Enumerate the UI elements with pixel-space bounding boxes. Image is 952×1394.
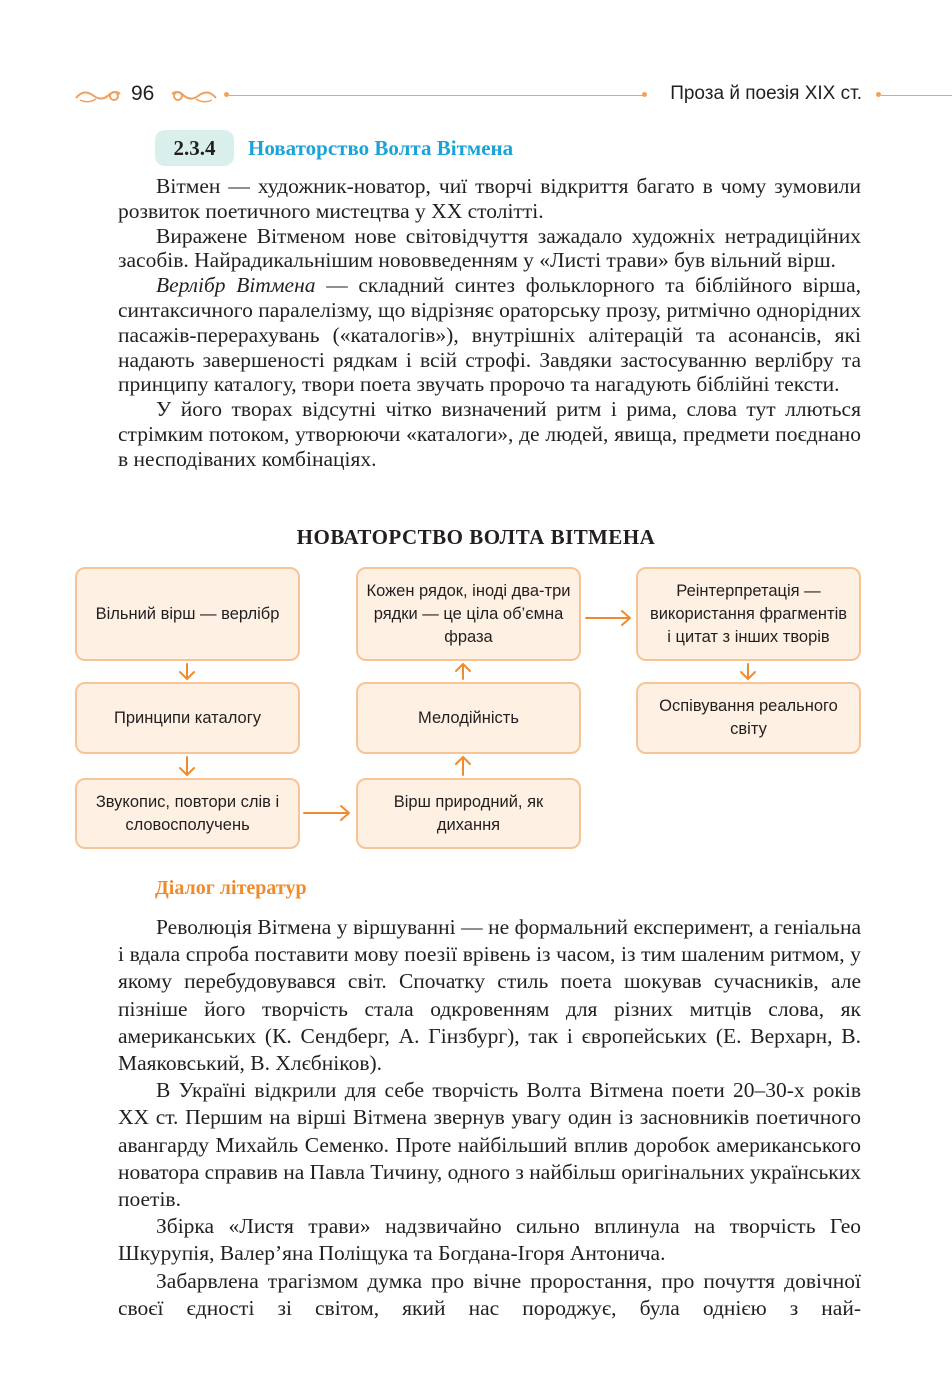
paragraph: Виражене Вітменом нове світовідчуття зажадало художніх нетрадиційних засобів. Найрадикальнішим нововведенням у «Листі трави» був вільний вірш. [118,223,861,273]
paragraph: Збірка «Листя трави» надзвичайно сильно вплинула на творчість Гео Шкурупія, Валер’яна Поліщука та Богдана-Ігоря Антонича. [118,1214,861,1266]
running-title: Проза й поезія XIX ст. [670,83,862,104]
paragraph: Забарвлена трагізмом думка про вічне проростання, про почуття довічної своєї єдності зі світом, який нас породжує, була однією з най- [118,1268,861,1320]
italic-term: Верлібр Вітмена [156,273,316,298]
paragraph: Вітмен — художник-новатор, чиї творчі відкриття багато в чому зумовили розвиток поетичного мистецтва у XX столітті. [118,174,861,223]
diagram-title: НОВАТОРСТВО ВОЛТА ВІТМЕНА [296,525,656,549]
arrow-up-icon [456,757,470,775]
section-number: 2.3.4 [155,130,234,166]
box-reinterpretation: Реінтерпретація — використання фрагментів і цитат з інших творів [636,567,861,661]
header-rule [229,95,643,96]
paragraph: Революція Вітмена у віршуванні — не формальний експеримент, а геніальна і вдала спроба поставити мову поезії врівень із часом, із тим шаленим ритмом, у якому перебудовувався світ. Спочатку стиль поета шокував сучасників, але пізніше його творчість стала одкровенням для різних митців слова, як американських (К. Сендберг, А. Гінзбург), так і європейських (Е. Верхарн, В. Маяковський, В. Хлєбніков). [118,915,861,1076]
intro-text [118,174,861,472]
paragraph-text: — складний синтез фольклорного та біблійного вірша, синтаксичного паралелізму, що відрізняє ораторську прозу, ритмічно однорідних пасажів-перерахувань («каталогів»), внутрішніх алітерацій та асонансів, які надають завершеності рядкам і всій строфі. Завдяки застосуванню верлібру та принципу каталогу, твори поета звучать пророчо та нагадують біблійні тексти. [118,273,861,397]
subsection-heading: Діалог літератур [155,877,307,899]
paragraph: У його творах відсутні чітко визначений ритм і рима, слова тут ллються стрімким потоком, утворюючи «каталоги», де людей, явища, предмети поєднано в несподіваних комбінаціях. [118,397,861,471]
box-natural: Вірш природний, як дихання [356,778,581,849]
box-catalog: Принципи каталогу [75,682,300,754]
page-header [0,80,952,112]
arrow-right-icon [586,611,630,625]
dialog-text [118,914,861,1322]
arrow-down-icon [741,664,755,679]
box-real-world: Оспівування реального світу [636,682,861,754]
arrow-down-icon [180,664,194,679]
box-phrase: Кожен рядок, іноді два-три рядки — це ціла об’ємна фраза [356,567,581,661]
box-melody: Мелодійність [356,682,581,754]
header-rule [881,95,952,96]
box-sound: Звукопис, повтори слів і словосполучень [75,778,300,849]
box-free-verse: Вільний вірш — верлібр [75,567,300,661]
section-title: Новаторство Волта Вітмена [248,136,514,160]
ornament-icon [74,86,122,106]
arrow-right-icon [304,806,349,820]
arrow-down-icon [180,757,194,775]
page-number: 96 [131,82,155,105]
paragraph: В Україні відкрили для себе творчість Волта Вітмена поети 20–30-х років XX ст. Першим на вірші Вітмена звернув увагу один із засновників поетичного авангарду Михайль Семенко. Проте найбільший вплив доробок американського новатора справив на Павла Тичину, одного з найбільш оригінальних українських поетів. [118,1078,861,1212]
header-rule-dot [642,92,647,97]
paragraph [118,273,861,397]
ornament-icon [170,86,218,106]
arrow-up-icon [456,664,470,679]
